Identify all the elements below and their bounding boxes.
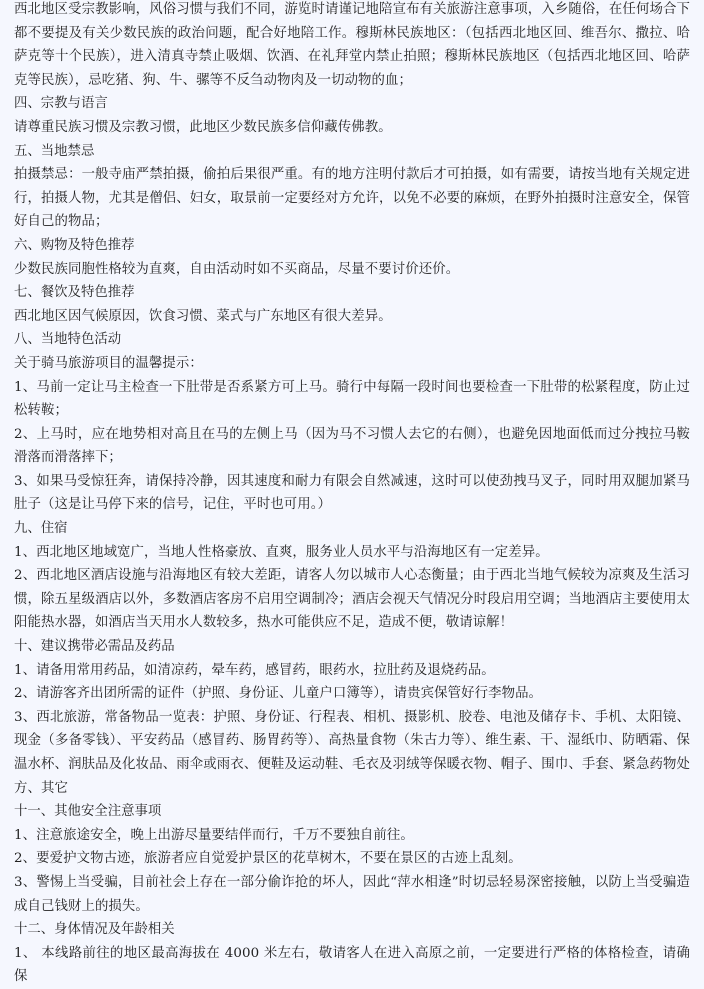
heading-health-age: 十二、身体情况及年龄相关 — [14, 922, 175, 938]
heading-accommodation: 九、住宿 — [14, 521, 68, 537]
list-item-accommodation-2: 2、西北地区酒店设施与沿海地区有较大差距，请客人勿以城市人心态衡量；由于西北当地气候较为凉爽及生活习惯，除五星级酒店以外，多数酒店客房不启用空调制冷；酒店会视天气情况分时段启用空调；当地酒店主要使用太阳能热水器，如酒店当天用水人数较多，热水可能供应不足，造成不便，敬请谅解！ — [14, 568, 690, 631]
paragraph-photo-taboos: 拍摄禁忌：一般寺庙严禁拍摄，偷拍后果很严重。有的地方注明付款后才可拍摄，如有需要，请按当地有关规定进行，拍摄人物，尤其是僧侣、妇女，取景前一定要经对方允许，以免不必要的麻烦，在野外拍摄时注意安全，保管好自己的物品； — [14, 167, 690, 230]
list-item-horse-1: 1、马前一定让马主检查一下肚带是否系紧方可上马。骑行中每隔一段时间也要检查一下肚带的松紧程度，防止过松转鞍； — [14, 379, 690, 419]
list-item-horse-2: 2、上马时，应在地势相对高且在马的左侧上马（因为马不习惯人去它的右侧），也避免因地面低而过分拽拉马鞍滑落而滑落摔下； — [14, 426, 690, 466]
heading-shopping: 六、购物及特色推荐 — [14, 237, 135, 253]
list-item-packing-3: 3、西北旅游，常备物品一览表：护照、身份证、行程表、相机、摄影机、胶卷、电池及储存卡、手机、太阳镜、现金（多备零钱）、平安药品（感冒药、肠胃药等）、高热量食物（朱古力等）、维生素、干、湿纸巾、防晒霜、保温水杯、润肤品及化妆品、雨伞或雨衣、便鞋及运动鞋、毛衣及羽绒等保暖衣物、帽子、围巾、手套、紧急药物处方、其它 — [14, 709, 690, 796]
heading-safety: 十一、其他安全注意事项 — [14, 804, 162, 820]
list-item-health-1: 1、 本线路前往的地区最高海拔在 4000 米左右，敬请客人在进入高原之前，一定要进行严格的体格检查，请确保 — [14, 945, 690, 985]
heading-dining: 七、餐饮及特色推荐 — [14, 285, 135, 301]
list-item-accommodation-1: 1、西北地区地域宽广，当地人性格豪放、直爽，服务业人员水平与沿海地区有一定差异。 — [14, 544, 549, 560]
paragraph-religion: 请尊重民族习惯及宗教习惯，此地区少数民族多信仰藏传佛教。 — [14, 119, 392, 135]
paragraph-dining: 西北地区因气候原因，饮食习惯、菜式与广东地区有很大差异。 — [14, 308, 392, 324]
heading-religion-language: 四、宗教与语言 — [14, 96, 108, 112]
list-item-packing-2: 2、请游客齐出团所需的证件（护照、身份证、儿童户口簿等），请贵宾保管好行李物品。 — [14, 686, 543, 702]
list-item-horse-3: 3、如果马受惊狂奔，请保持冷静，因其速度和耐力有限会自然减速，这时可以使劲拽马叉子，同时用双腿加紧马肚子（这是让马停下来的信号，记住，平时也可用。） — [14, 473, 690, 513]
paragraph-customs-intro: 西北地区受宗教影响，风俗习惯与我们不同，游览时请谨记地陪宣布有关旅游注意事项，入乡随俗，在任何场合下都不要提及有关少数民族的政治问题，配合好地陪工作。穆斯林民族地区：（包括西北地区回、维吾尔、撒拉、哈萨克等十个民族），进入清真寺禁止吸烟、饮酒、在礼拜堂内禁止拍照；穆斯林民族地区（包括西北地区回、哈萨克等民族），忌吃猪、狗、牛、骡等不反刍动物肉及一切动物的血； — [14, 2, 690, 88]
heading-local-activities: 八、当地特色活动 — [14, 332, 122, 348]
list-item-safety-2: 2、要爱护文物古迹，旅游者应自觉爱护景区的花草树木，不要在景区的古迹上乱刻。 — [14, 851, 522, 867]
paragraph-shopping: 少数民族同胞性格较为直爽，自由活动时如不买商品，尽量不要讨价还价。 — [14, 261, 460, 277]
list-item-safety-3: 3、警惕上当受骗，目前社会上存在一部分偷诈抢的坏人，因此“萍水相逢”时切忌轻易深密接触，以防上当受骗造成自己钱财上的损失。 — [14, 874, 690, 914]
list-item-safety-1: 1、注意旅途安全，晚上出游尽量要结伴而行，千万不要独自前往。 — [14, 827, 414, 843]
paragraph-horse-riding-intro: 关于骑马旅游项目的温馨提示： — [14, 355, 203, 371]
heading-local-taboos: 五、当地禁忌 — [14, 143, 95, 159]
heading-packing: 十、建议携带必需品及药品 — [14, 639, 175, 655]
list-item-packing-1: 1、请备用常用药品，如清凉药，晕车药，感冒药，眼药水，拉肚药及退烧药品。 — [14, 662, 495, 678]
